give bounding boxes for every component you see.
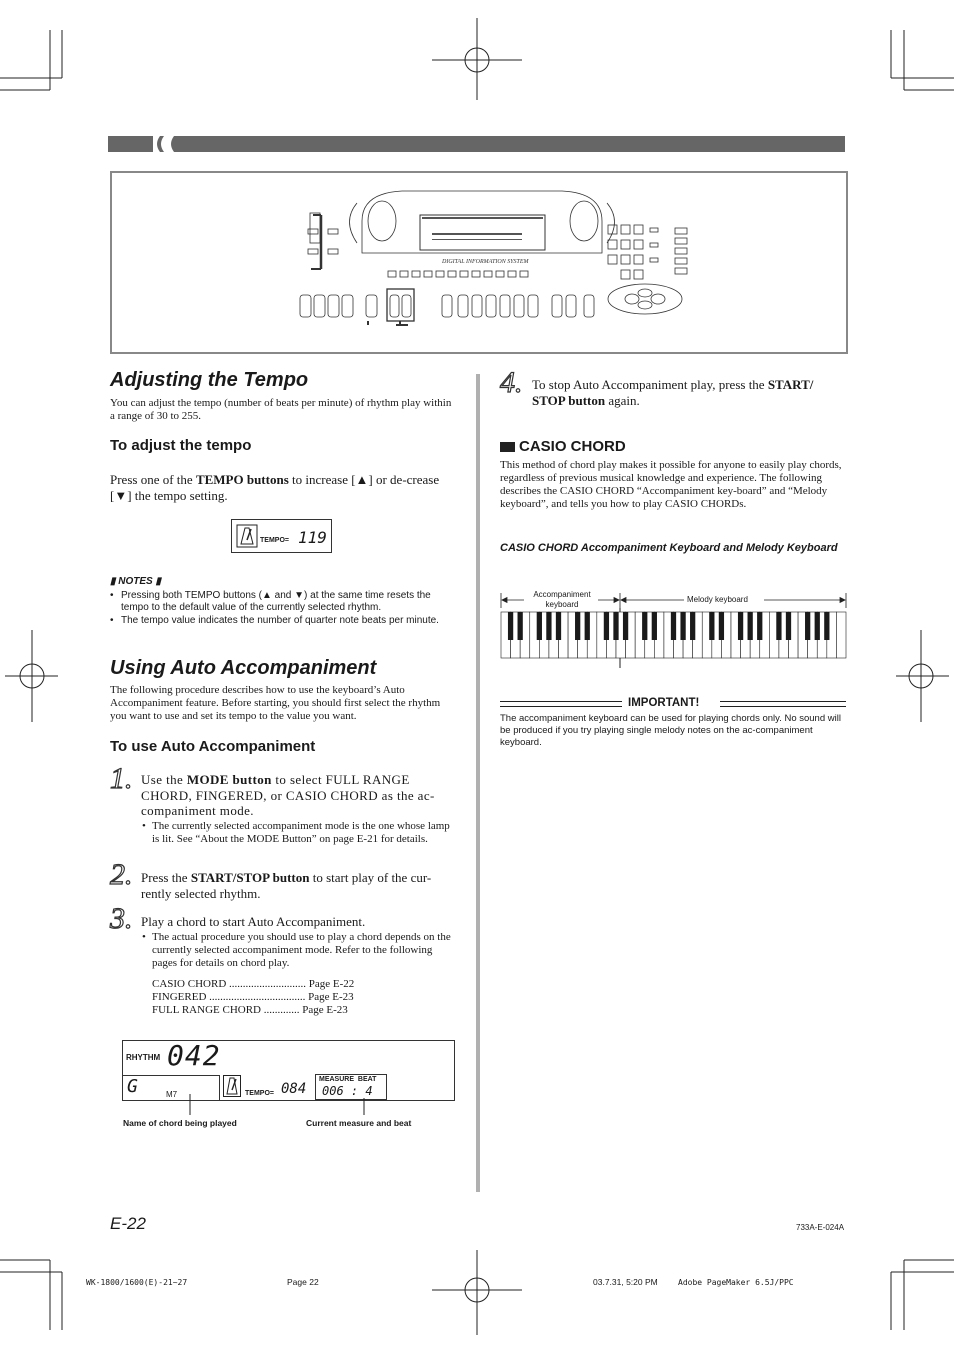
tempo-buttons-label: TEMPO buttons xyxy=(195,472,289,487)
note-item: • The tempo value indicates the number of quarter note beats per minute. xyxy=(110,615,439,626)
slug-page: Page 22 xyxy=(287,1277,319,1287)
caption-chord-name: Name of chord being played xyxy=(123,1118,237,1128)
black-key xyxy=(757,612,762,640)
black-key xyxy=(738,612,743,640)
black-key xyxy=(652,612,657,640)
measure-beat-label: MEASURE BEAT xyxy=(319,1076,377,1083)
start-stop-button-label: START/ STOP button xyxy=(532,377,814,408)
header-bar xyxy=(108,134,845,154)
ref-row: FULL RANGE CHORD ............. Page E-23 xyxy=(152,1004,348,1016)
step-number-1: 1. xyxy=(110,762,133,795)
step-number-3: 3. xyxy=(110,902,133,935)
mode-button-label: MODE button xyxy=(186,772,272,787)
black-key xyxy=(680,612,685,640)
black-key xyxy=(690,612,695,640)
subheading-use-auto: To use Auto Accompaniment xyxy=(110,738,316,755)
black-key xyxy=(613,612,618,640)
start-stop-button-label: START/STOP button xyxy=(190,870,310,885)
tempo-instruction: Press one of the TEMPO buttons to increase [▲] or de-crease [▼] the tempo setting. xyxy=(110,472,440,503)
note-item: • Pressing both TEMPO buttons (▲ and ▼) at the same time resets the tempo to the default value of the currently selected rhythm. xyxy=(110,590,431,613)
black-key xyxy=(776,612,781,640)
black-key xyxy=(671,612,676,640)
black-key xyxy=(575,612,580,640)
section-title-tempo: Adjusting the Tempo xyxy=(110,369,309,391)
step-2-text: Press the START/STOP button to start play of the cur-rently selected rhythm. xyxy=(141,870,432,901)
heading-bullet xyxy=(500,442,515,452)
chord-page-refs xyxy=(152,978,354,1017)
tempo-lcd-display xyxy=(231,519,332,553)
page-number: E-22 xyxy=(110,1214,146,1233)
measure-beat-value: 006 : 4 xyxy=(322,1084,373,1098)
document-code: 733A-E-024A xyxy=(796,1223,845,1232)
keyboard-diagram-heading: CASIO CHORD Accompaniment Keyboard and Melody Keyboard xyxy=(500,542,838,554)
notes-list xyxy=(110,590,456,627)
tempo-label: TEMPO= xyxy=(260,537,289,544)
black-key xyxy=(537,612,542,640)
keyboard-diagram xyxy=(498,590,850,670)
slug-application: Adobe PageMaker 6.5J/PPC xyxy=(678,1278,794,1287)
step-number-4: 4. xyxy=(500,366,523,399)
melody-keyboard-label: Melody keyboard xyxy=(687,595,748,604)
black-key xyxy=(824,612,829,640)
column-divider xyxy=(476,374,480,1192)
black-key xyxy=(556,612,561,640)
black-key xyxy=(604,612,609,640)
svg-text:DIGITAL INFORMATION SYSTEM: DIGITAL INFORMATION SYSTEM xyxy=(442,259,529,265)
panel-drawing xyxy=(112,173,846,352)
black-key xyxy=(786,612,791,640)
step-1-bullet: • The currently selected accompaniment mode is the one whose lamp is lit. See “About the MODE Button” on page E-21 for details. xyxy=(142,820,450,845)
black-key xyxy=(585,612,590,640)
notes-heading: ▮ NOTES ▮ xyxy=(110,576,162,587)
rhythm-label: RHYTHM xyxy=(126,1053,161,1062)
slug-filename: WK-1800/1600(E)-21~27 xyxy=(86,1278,188,1287)
casio-chord-body: This method of chord play makes it possible for anyone to easily play chords, regardless of previous musical knowledge and experience. The following describes the CASIO CHORD “Accompaniment key-board” and “Melody keyboard”, and tells you how to play CASIO CHORDs. xyxy=(500,459,842,510)
keyboard-panel-illustration xyxy=(110,171,848,354)
tempo-intro: You can adjust the tempo (number of beats per minute) of rhythm play within a range of 30 to 255. xyxy=(110,397,452,422)
black-key xyxy=(815,612,820,640)
tempo-label: TEMPO= xyxy=(245,1090,274,1097)
step-3-text: Play a chord to start Auto Accompaniment. xyxy=(141,914,366,929)
subheading-adjust-tempo: To adjust the tempo xyxy=(110,437,252,454)
chord-suffix: M7 xyxy=(166,1090,178,1099)
rule-left xyxy=(500,701,622,707)
step-3-bullet: • The actual procedure you should use to play a chord depends on the currently selected accompaniment mode. Refer to the following pages for details on chord play. xyxy=(142,931,451,969)
ref-row: CASIO CHORD ............................ Page E-22 xyxy=(152,978,355,990)
white-key xyxy=(836,612,846,658)
accompaniment-keyboard-label: Accompaniment keyboard xyxy=(533,590,591,609)
black-key xyxy=(508,612,513,640)
section-title-auto: Using Auto Accompaniment xyxy=(110,657,377,679)
metronome-icon xyxy=(236,524,258,548)
rhythm-value: 042 xyxy=(167,1039,221,1072)
slug-date: 03.7.31, 5:20 PM xyxy=(593,1277,658,1287)
black-key xyxy=(748,612,753,640)
step-number-2: 2. xyxy=(110,858,133,891)
important-heading: IMPORTANT! xyxy=(628,697,700,709)
black-key xyxy=(623,612,628,640)
important-body: The accompaniment keyboard can be used for playing chords only. No sound will be produced if you try playing single melody notes on the ac-companiment keyboard. xyxy=(500,713,841,748)
caption-measure-beat: Current measure and beat xyxy=(306,1118,412,1128)
piano-keys xyxy=(501,612,846,658)
black-key xyxy=(518,612,523,640)
tempo-value: 084 xyxy=(281,1081,307,1097)
casio-chord-heading: CASIO CHORD xyxy=(500,438,626,455)
black-key xyxy=(709,612,714,640)
lcd-callout-lines xyxy=(122,1090,462,1120)
ref-row: FINGERED ................................... Page E-23 xyxy=(152,991,354,1003)
black-key xyxy=(805,612,810,640)
chord-value: G xyxy=(127,1076,138,1097)
black-key xyxy=(719,612,724,640)
rule-right xyxy=(720,701,846,707)
tempo-value: 119 xyxy=(298,528,327,547)
step-4-text: To stop Auto Accompaniment play, press the START/ STOP button again. xyxy=(532,377,814,408)
auto-intro: The following procedure describes how to use the keyboard’s Auto Accompaniment feature. Before starting, you should first select the rhythm you want to use and set its tempo to the value you want. xyxy=(110,684,441,722)
black-key xyxy=(642,612,647,640)
step-1-text: Use the MODE button to select FULL RANGE CHORD, FINGERED, or CASIO CHORD as the ac-companiment mode. xyxy=(141,772,435,818)
black-key xyxy=(546,612,551,640)
